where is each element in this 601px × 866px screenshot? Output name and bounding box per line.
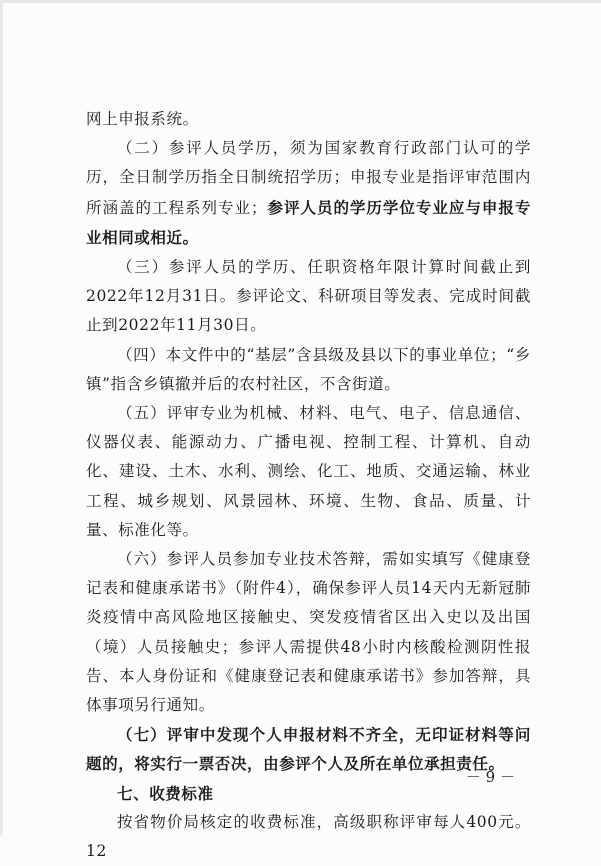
document-body: [86, 105, 531, 866]
scan-edge-top: [0, 0, 601, 3]
paragraph-review-specialties: （五）评审专业为机械、材料、电气、电子、信息通信、仪器仪表、能源动力、广播电视、控制工程、计算机、自动化、建设、土木、水利、测绘、化工、地质、交通运输、林业工程、城乡规划、风景园林、环境、生物、食品、质量、计量、标准化等。: [86, 404, 531, 539]
paragraph-fee-standard: 按省物价局核定的收费标准，高级职称评审每人400元。12: [86, 812, 531, 861]
paragraph-education-normal-text: （二）参评人员学历，须为国家教育行政部门认可的学历，全日制学历指全日制统招学历；申报专业是指评审范围内所涵盖的工程系列专业；: [86, 139, 531, 217]
paragraph-grassroots-definition: （四）本文件中的“基层”含县级及县以下的事业单位；“乡镇”指含乡镇撤并后的农村社区，不含街道。: [86, 345, 531, 393]
page-number-text: － 9 －: [465, 768, 515, 786]
paragraph-education-requirement: [86, 134, 531, 253]
section-heading-fees: 七、收费标准: [117, 783, 214, 803]
scan-edge-left: [0, 0, 3, 836]
paragraph-deadline: （三）参评人员的学历、任职资格年限计算时间截止到2022年12月31日。参评论文、科研项目等发表、完成时间截止到2022年11月30日。: [86, 258, 531, 335]
page-number: [0, 766, 601, 787]
paragraph-defense-health: （六）参评人员参加专业技术答辩，需如实填写《健康登记表和健康承诺书》（附件4），确保参评人员14天内无新冠肺炎疫情中高风险地区接触史、突发疫情省区出入史以及出国（境）人员接触史；参评人需提供48小时内核酸检测阴性报告、本人身份证和《健康登记表和健康承诺书》参加答辩，具体事项另行通知。: [86, 550, 531, 715]
paragraph-veto-rule: （七）评审中发现个人申报材料不齐全，无印证材料等问题的，将实行一票否决，由参评个人及所在单位承担责任。: [86, 725, 531, 774]
paragraph-education-bold-text: 参评人员的学历学位专业应与申报专业相同或相近。: [86, 197, 531, 247]
paragraph-online-system: 网上申报系统。: [86, 110, 199, 128]
